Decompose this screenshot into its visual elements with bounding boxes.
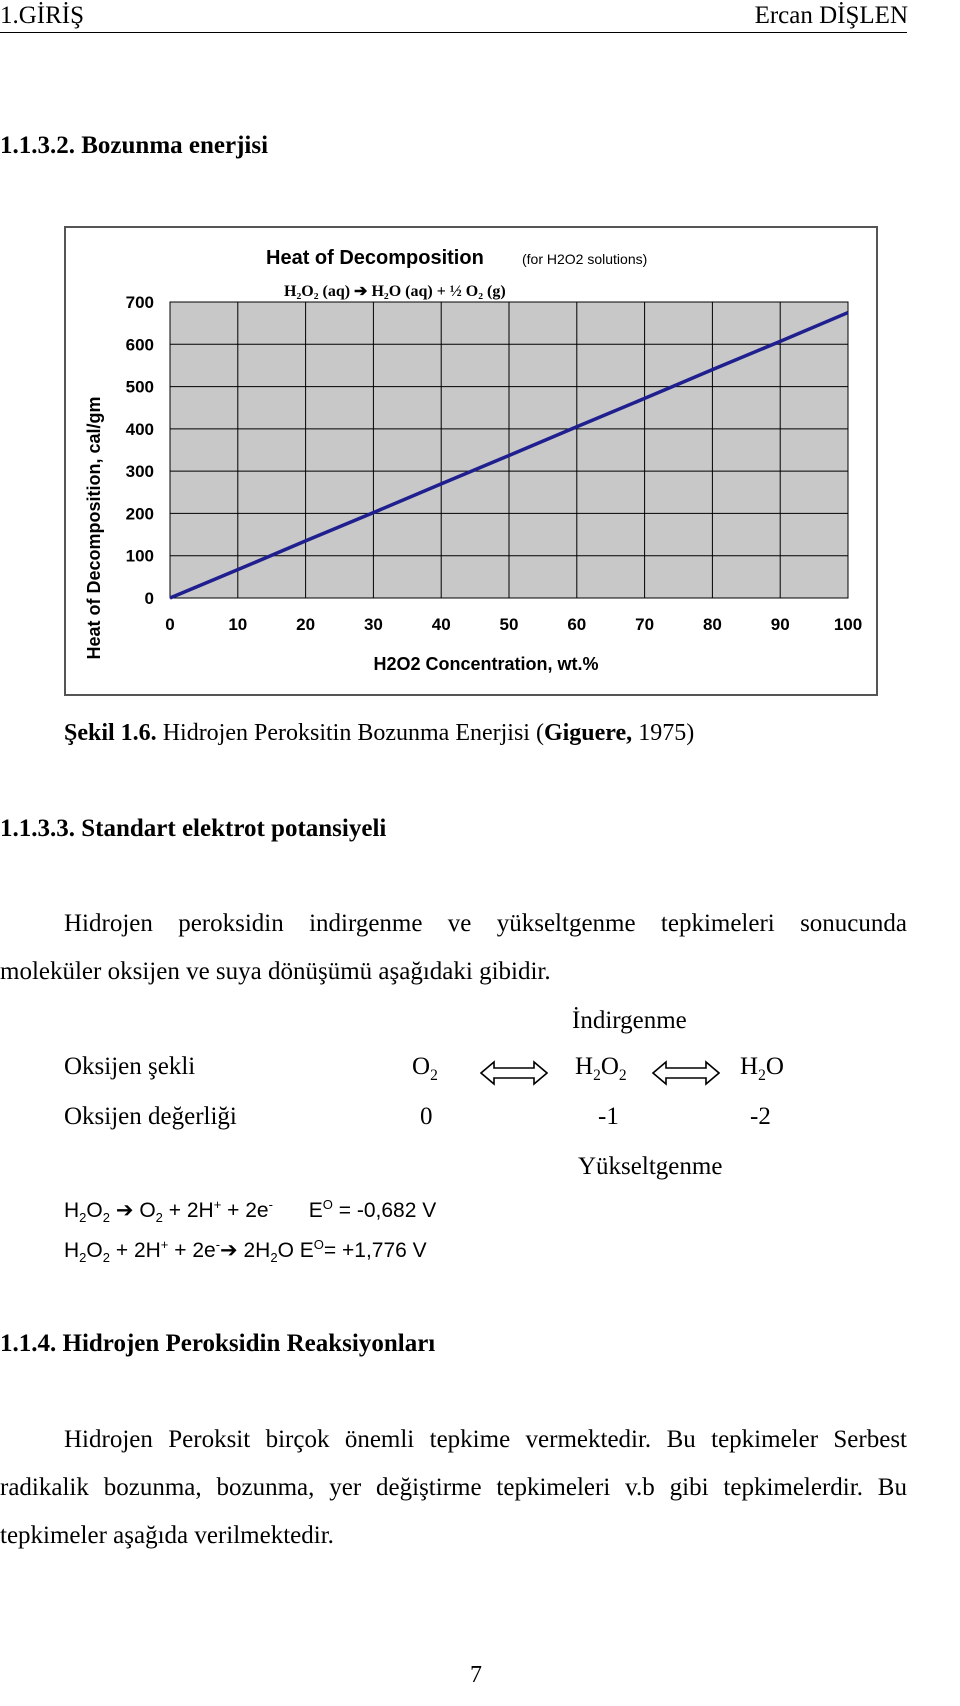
- scheme-row-oxygen-valence-label: Oksijen değerliği: [64, 1103, 237, 1130]
- figure-caption-text: Hidrojen Peroksitin Bozunma Enerjisi (: [156, 720, 544, 746]
- y-tick-label: 0: [144, 589, 154, 608]
- y-tick-label: 500: [125, 377, 154, 397]
- scheme-valence-h2o: -2: [750, 1103, 771, 1130]
- chart-figure: [64, 226, 878, 696]
- scheme-row-oxygen-form-label: Oksijen şekli: [64, 1053, 196, 1080]
- scheme-species-o2: $O_2$: [412, 1053, 438, 1084]
- chart-svg: [66, 228, 876, 694]
- scheme-valence-o2: 0: [420, 1103, 433, 1130]
- chart-x-axis-label: H2O2 Concentration, wt.%: [373, 654, 599, 674]
- x-tick-label: 80: [702, 615, 722, 634]
- paragraph-line: tepkimeler aşağıda verilmektedir.: [0, 1522, 334, 1549]
- reaction-oxidation: $H_2O_2$ ➔ $O_2 + 2H^+ + 2e^-$ $E^O = -0,682$ V: [64, 1197, 437, 1226]
- paragraph-line: radikalik bozunma, bozunma, yer değiştirme tepkimeleri v.b gibi tepkimelerdir. Bu: [0, 1474, 907, 1501]
- y-tick-label: 700: [125, 293, 154, 312]
- scheme-reduction-label: İndirgenme: [572, 1007, 687, 1034]
- scheme-valence-h2o2: -1: [598, 1103, 619, 1130]
- figure-caption-citation: Giguere,: [543, 720, 633, 746]
- section-heading-1133: 1.1.3.3. Standart elektrot potansiyeli: [0, 815, 387, 842]
- y-tick-label: 200: [125, 504, 154, 524]
- paragraph-line: Hidrojen Peroksit birçok önemli tepkime vermektedir. Bu tepkimeler Serbest: [64, 1426, 907, 1453]
- reaction-reduction: $H_2O_2 + 2H^+$ + 2e-➔ $2H_2O$ $E^O= +1,776$ V: [64, 1237, 427, 1266]
- y-tick-label: 300: [125, 462, 154, 482]
- reaction-arrow-icon: ➔: [115, 1199, 134, 1222]
- double-arrow-icon: [652, 1060, 720, 1086]
- y-tick-label: 400: [125, 419, 154, 439]
- section-heading-1132: 1.1.3.2. Bozunma enerjisi: [0, 132, 269, 159]
- chart-y-axis-label: Heat of Decomposition, cal/gm: [84, 396, 104, 660]
- scheme-oxidation-label: Yükseltgenme: [578, 1153, 723, 1180]
- reaction-arrow-icon: ➔: [220, 1239, 238, 1262]
- scheme-species-h2o: $H_2O$: [740, 1053, 784, 1084]
- scheme-species-h2o2: $H_2O_2$: [575, 1053, 627, 1084]
- y-tick-label: 600: [125, 335, 154, 355]
- double-arrow-icon: [480, 1060, 548, 1086]
- chart-title-note: (for H2O2 solutions): [522, 251, 648, 267]
- header-author: Ercan DİŞLEN: [754, 2, 908, 29]
- x-tick-label: 40: [431, 615, 451, 634]
- section-heading-114: 1.1.4. Hidrojen Peroksidin Reaksiyonları: [0, 1330, 436, 1357]
- x-tick-label: 60: [567, 615, 587, 634]
- x-tick-label: 0: [165, 615, 175, 634]
- figure-caption-label: Şekil 1.6.: [64, 720, 157, 746]
- paragraph-line: Hidrojen peroksidin indirgenme ve yükseltgenme tepkimeleri sonucunda: [64, 910, 907, 937]
- chart-title: Heat of Decomposition: [266, 247, 484, 269]
- x-tick-label: 20: [296, 615, 316, 634]
- x-tick-label: 70: [635, 615, 655, 634]
- header-rule: [0, 32, 907, 33]
- header-chapter: 1.GİRİŞ: [0, 2, 85, 29]
- page-number: 7: [470, 1662, 482, 1688]
- y-tick-label: 100: [125, 546, 154, 566]
- x-tick-label: 100: [833, 615, 863, 634]
- chart-subtitle: H₂O₂ (aq) ➔ H₂O (aq) + ½ O₂ (g): [284, 283, 506, 300]
- x-tick-label: 30: [363, 615, 383, 634]
- x-tick-label: 90: [770, 615, 790, 634]
- x-tick-label: 50: [499, 615, 519, 634]
- x-tick-label: 10: [228, 615, 248, 634]
- figure-caption-year: 1975): [632, 720, 695, 746]
- paragraph-line: moleküler oksijen ve suya dönüşümü aşağıdaki gibidir.: [0, 958, 551, 985]
- figure-caption: [64, 720, 694, 747]
